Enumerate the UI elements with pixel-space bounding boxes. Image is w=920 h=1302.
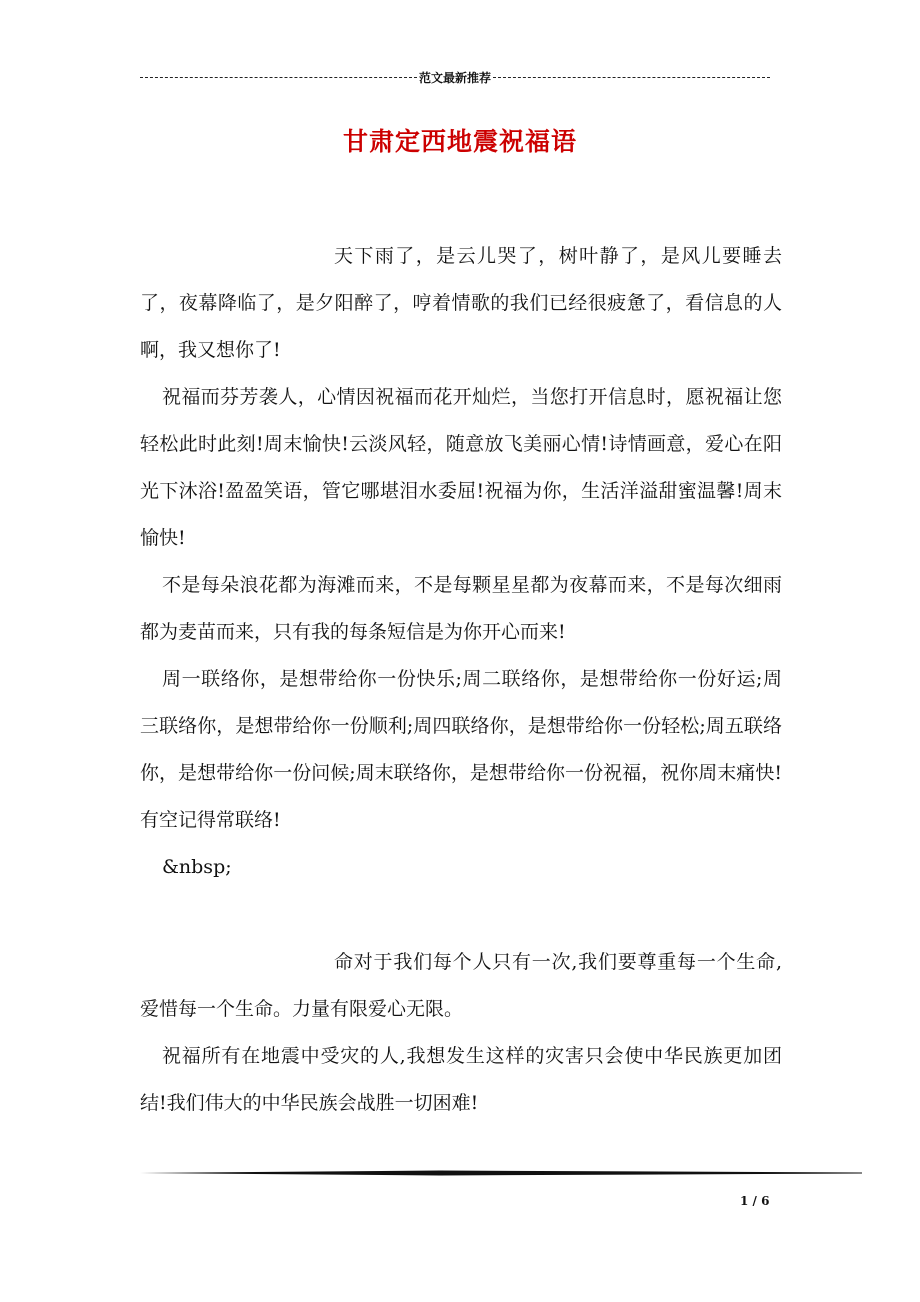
paragraph-6: 命对于我们每个人只有一次,我们要尊重每一个生命,爱惜每一个生命。力量有限爱心无限。 [140,951,782,1020]
footer-rule [140,1170,862,1176]
header-label: 范文最新推荐 [419,70,492,85]
paragraph-5: &nbsp; [162,856,232,878]
paragraph-7: 祝福所有在地震中受灾的人,我想发生这样的灾害只会使中华民族更加团结!我们伟大的中华民族会战胜一切困难! [140,1045,782,1114]
header-dash-left [140,77,417,78]
paragraph-3: 不是每朵浪花都为海滩而来，不是每颗星星都为夜幕而来，不是每次细雨都为麦苗而来，只有我的每条短信是为你开心而来! [140,574,782,643]
paragraph-4: 周一联络你，是想带给你一份快乐;周二联络你，是想带给你一份好运;周三联络你，是想带给你一份顺利;周四联络你，是想带给你一份轻松;周五联络你，是想带给你一份问候;周末联络你，是想带给你一份祝福，祝你周末痛快!有空记得常联络! [140,668,782,831]
header-dash-right [493,77,770,78]
page-number: 1 / 6 [740,1194,770,1208]
paragraph-gap [140,891,782,939]
document-title: 甘肃定西地震祝福语 [342,127,577,156]
paragraph-1: 天下雨了，是云儿哭了，树叶静了，是风儿要睡去了，夜幕降临了，是夕阳醉了，哼着情歌的我们已经很疲惫了，看信息的人啊，我又想你了! [140,245,782,361]
paragraph-2: 祝福而芬芳袭人，心情因祝福而花开灿烂，当您打开信息时，愿祝福让您轻松此时此刻!周末愉快!云淡风轻，随意放飞美丽心情!诗情画意，爱心在阳光下沐浴!盈盈笑语，管它哪堪泪水委屈!祝福为你，生活洋溢甜蜜温馨!周末愉快! [140,386,782,549]
document-body [140,233,782,1127]
page-header [140,68,770,86]
